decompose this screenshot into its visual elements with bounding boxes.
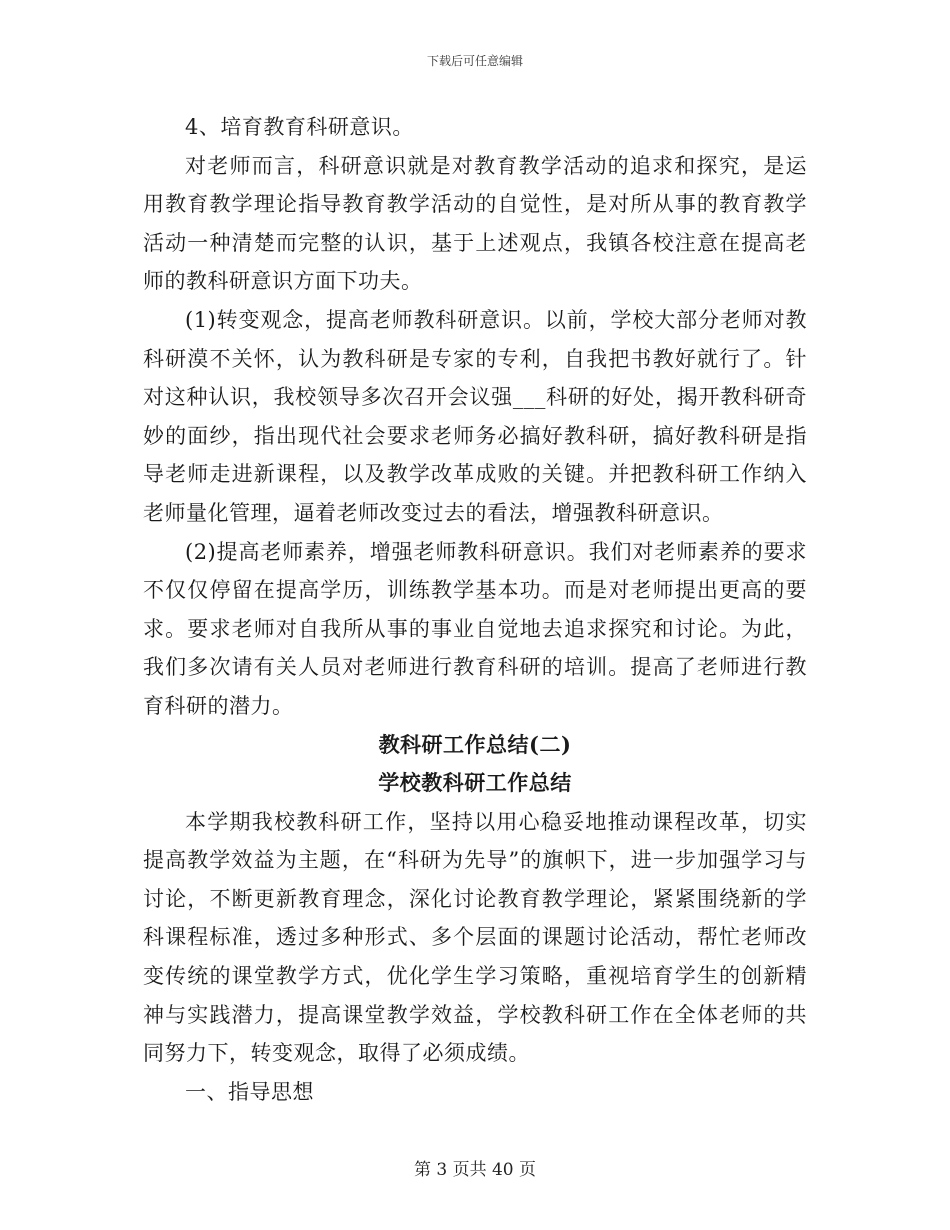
paragraph-heading-4: 4、培育教育科研意识。 (185, 115, 414, 139)
page-header-note: 下载后可任意编辑 (426, 54, 523, 68)
paragraph-heading-1: 一、指导思想 (185, 1079, 314, 1104)
page-number: 第 3 页共 40 页 (413, 1160, 537, 1180)
paragraph: 本学期我校教科研工作，坚持以用心稳妥地推动课程改革，切实提高教学效益为主题，在“科研为先导”的旗帜下，进一步加强学习与讨论，不断更新教育理念，深化讨论教育教学理论，紧紧围绕新的学科课程标准，透过多种形式、多个层面的课题讨论活动，帮忙老师改变传统的课堂教学方式，优化学生学习策略，重视培育学生的创新精神与实践潜力，提高课堂教学效益，学校教科研工作在全体老师的共同努力下，转变观念，取得了必须成绩。 (143, 809, 807, 1066)
paragraph: 对老师而言，科研意识就是对教育教学活动的追求和探究，是运用教育教学理论指导教育教学活动的自觉性，是对所从事的教育教学活动一种清楚而完整的认识，基于上述观点，我镇各校注意在提高老师的教科研意识方面下功夫。 (143, 153, 807, 294)
document-body (143, 108, 807, 1111)
section-title: 教科研工作总结(二) (378, 731, 572, 757)
paragraph: (2)提高老师素养，增强老师教科研意识。我们对老师素养的要求不仅仅停留在提高学历，训练教学基本功。而是对老师提出更高的要求。要求老师对自我所从事的事业自觉地去追求探究和讨论。为此，我们多次请有关人员对老师进行教育科研的培训。提高了老师进行教育科研的潜力。 (143, 539, 807, 718)
section-subtitle: 学校教科研工作总结 (378, 770, 572, 796)
paragraph: (1)转变观念，提高老师教科研意识。以前，学校大部分老师对教科研漠不关怀，认为教科研是专家的专利，自我把书教好就行了。针对这种认识，我校领导多次召开会议强___科研的好处，揭开教科研奇妙的面纱，指出现代社会要求老师务必搞好教科研，搞好教科研是指导老师走进新课程，以及教学改革成败的关键。并把教科研工作纳入老师量化管理，逼着老师改变过去的看法，增强教科研意识。 (143, 307, 807, 525)
